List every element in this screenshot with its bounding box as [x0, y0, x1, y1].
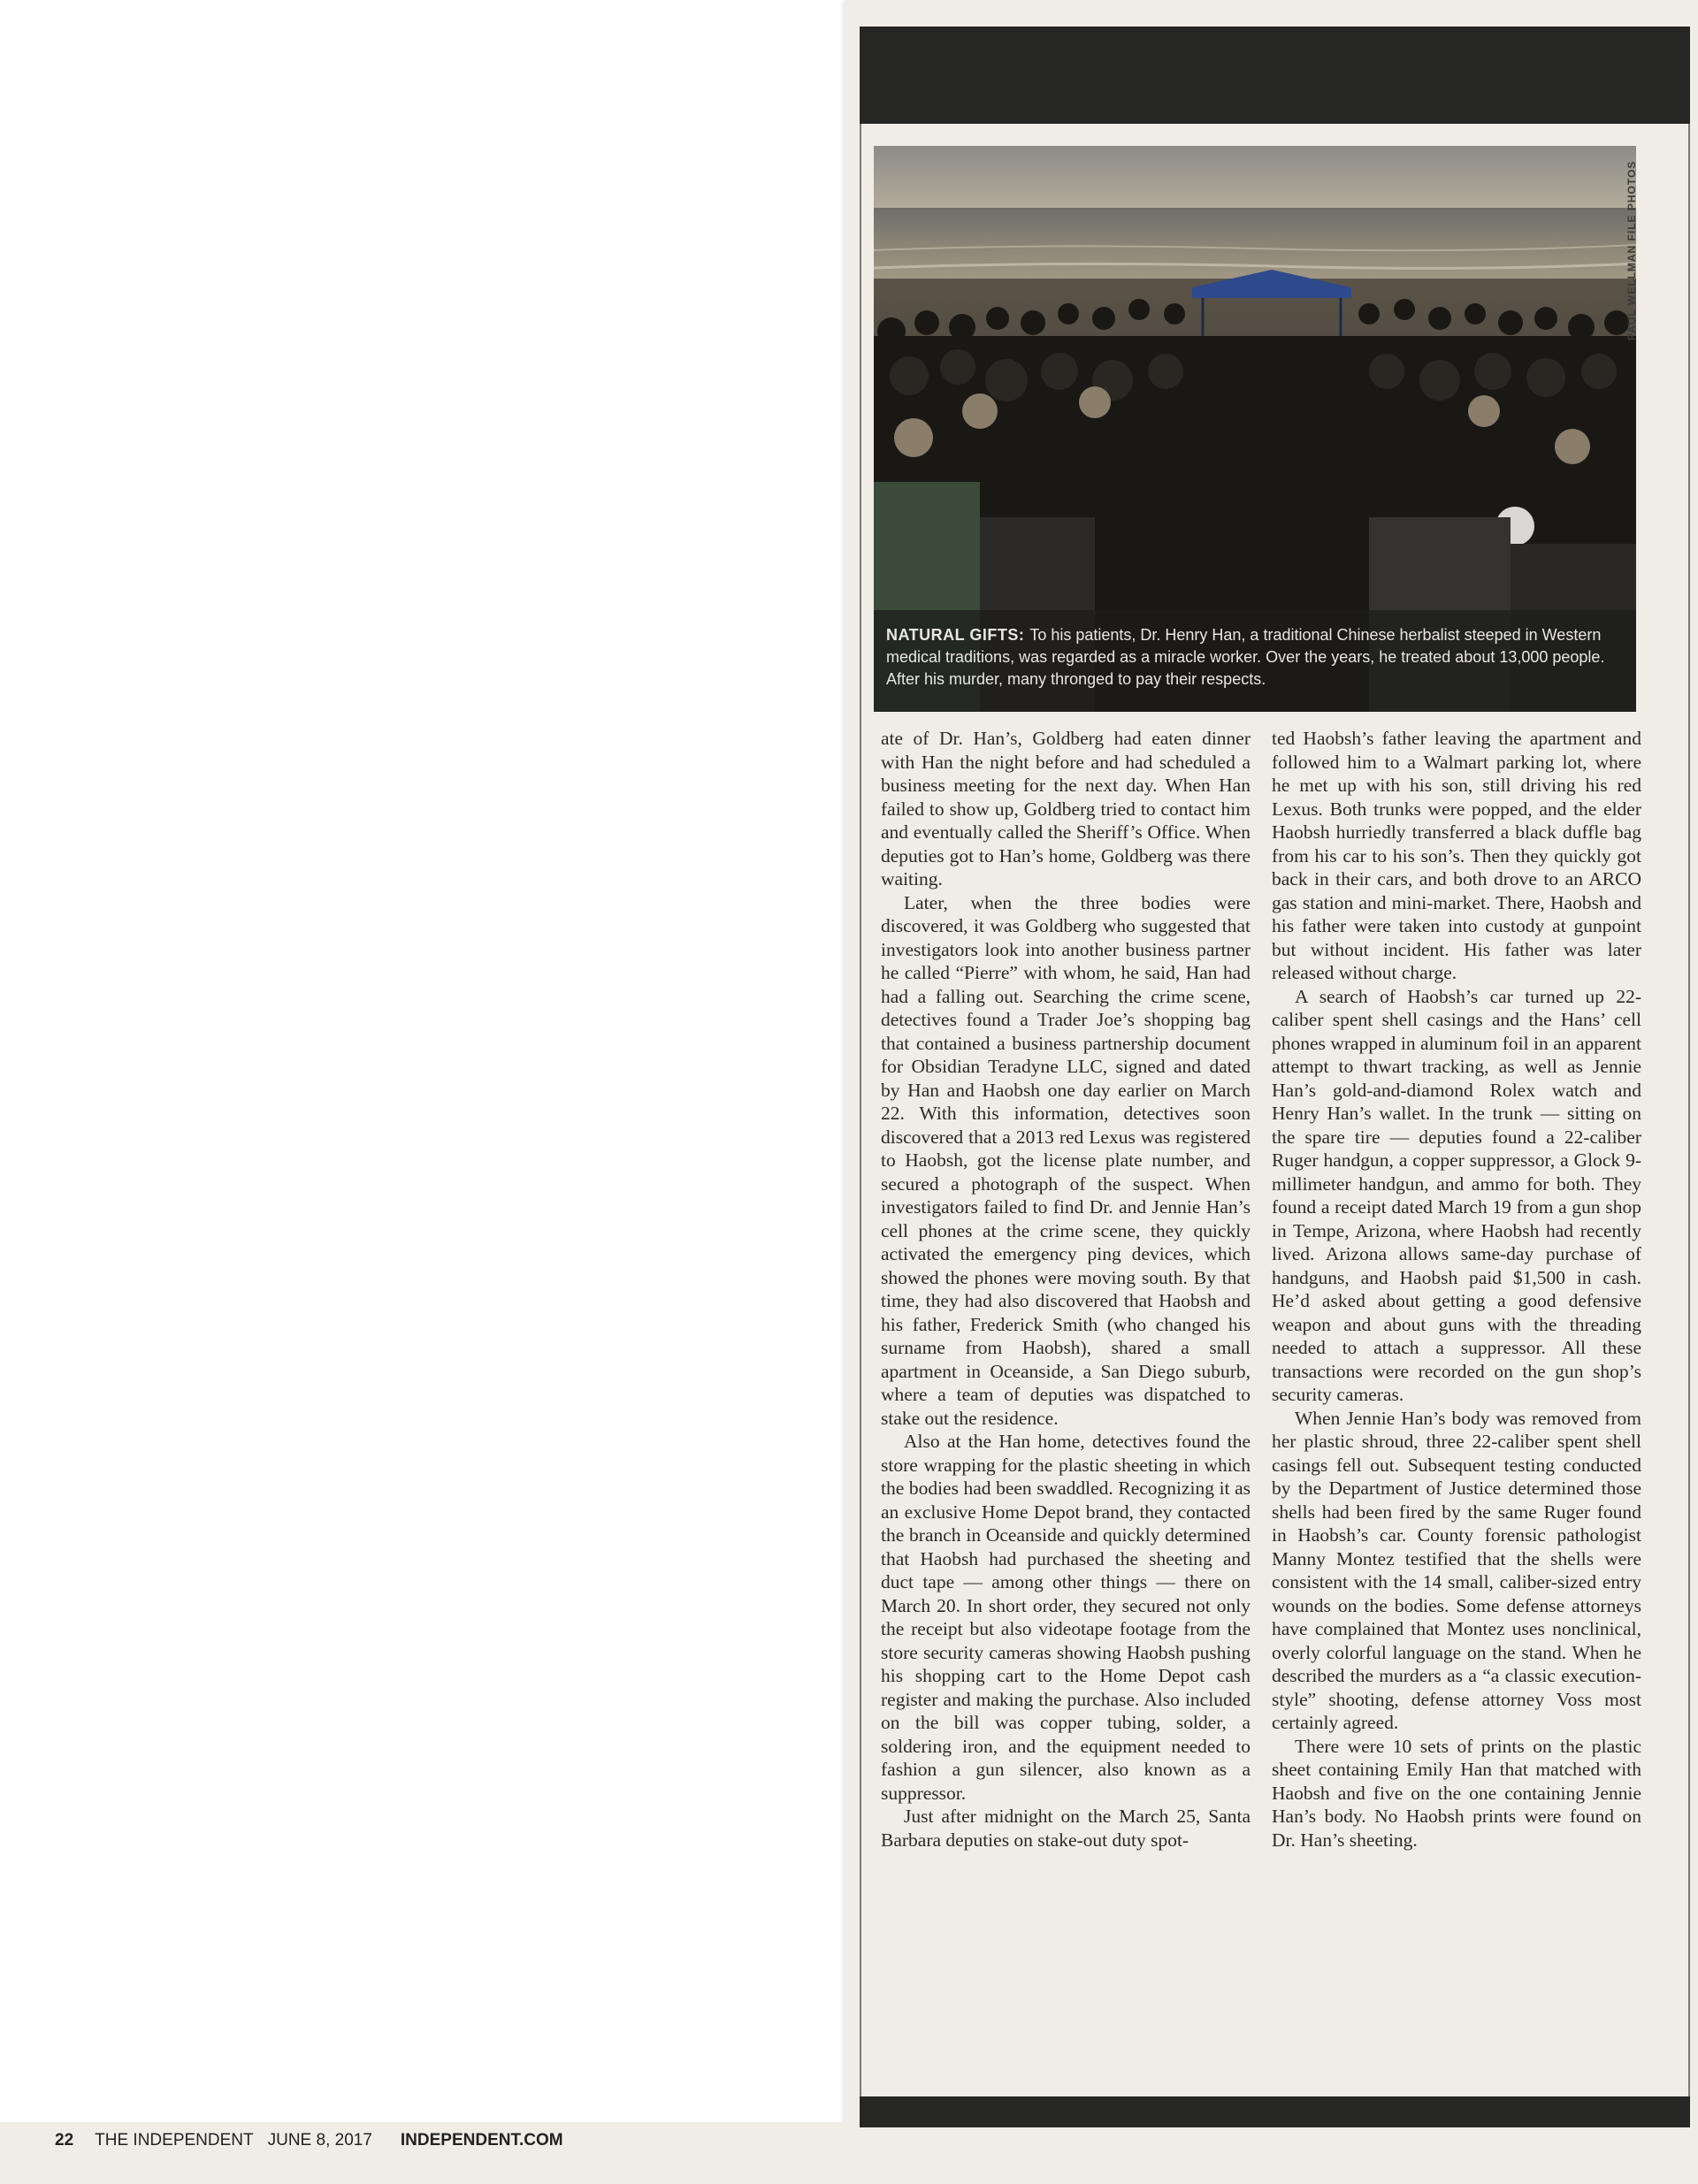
bottom-black-bar: [860, 2096, 1690, 2127]
article-paragraph: ate of Dr. Han’s, Goldberg had eaten dinner with Han the night before and had scheduled a business meeting for the next day. When Han failed to show up, Goldberg tried to contact him and eventually called the Sheriff’s Office. When deputies got to Han’s home, Goldberg was there waiting.: [881, 728, 1251, 890]
issue-date: JUNE 8, 2017: [267, 2131, 372, 2150]
article-paragraph: Just after midnight on the March 25, Santa Barbara deputies on stake-out duty spot-: [881, 1806, 1251, 1851]
photo-credit: PAUL WELLMAN FILE PHOTOS: [1625, 160, 1638, 340]
caption-text: To his patients, Dr. Henry Han, a traditional Chinese herbalist steeped in Western medical traditions, was regarded as a miracle worker. Over the years, he treated about 13,000 people. After his murder, many thronged to pay their respects.: [886, 626, 1605, 688]
article-paragraph: ted Haobsh’s father leaving the apartment and followed him to a Walmart parking lot, where he met up with his son, still driving his red Lexus. Both trunks were popped, and the elder Haobsh hurriedly transferred a black duffle bag from his car to his son’s. Then they quickly got back in their cars, and both drove to an ARCO gas station and mini-market. There, Haobsh and his father were taken into custody at gunpoint but without incident. His father was later released without charge.: [1272, 728, 1641, 983]
article-paragraph: There were 10 sets of prints on the plastic sheet containing Emily Han that matched with Haobsh and five on the one containing Jennie Han’s body. No Haobsh prints were found on Dr. Han’s sheeting.: [1272, 1735, 1641, 1851]
article-paragraph: Also at the Han home, detectives found the store wrapping for the plastic sheeting in which the bodies had been swaddled. Recognizing it as an exclusive Home Depot brand, they contacted the branch in Oceanside and quickly determined that Haobsh had purchased the sheeting and duct tape — among other things — there on March 20. In short order, they secured not only the receipt but also videotape footage from the store security cameras showing Haobsh pushing his shopping cart to the Home Depot cash register and making the purchase. Also included on the bill was copper tubing, solder, a soldering iron, and the equipment needed to fashion a gun silencer, also known as a suppressor.: [881, 1431, 1251, 1804]
page-footer: [55, 2131, 577, 2152]
article-paragraph: Later, when the three bodies were discovered, it was Goldberg who suggested that investigators look into another business partner he called “Pierre” with whom, he said, Han had had a falling out. Searching the crime scene, detectives found a Trader Joe’s shopping bag that contained a business partnership document for Obsidian Teradyne LLC, signed and dated by Han and Haobsh one day earlier on March 22. With this information, detectives soon discovered that a 2013 red Lexus was registered to Haobsh, got the license plate number, and secured a photograph of the suspect. When investigators failed to find Dr. and Jennie Han’s cell phones at the crime scene, they quickly activated the emergency ping devices, which showed the phones were moving south. By that time, they had also discovered that Haobsh and his father, Frederick Smith (who changed his surname from Haobsh), shared a small apartment in Oceanside, a San Diego suburb, where a team of deputies was dispatched to stake out the residence.: [881, 891, 1251, 1429]
website-link[interactable]: INDEPENDENT.COM: [400, 2131, 563, 2150]
caption-headline: NATURAL GIFTS:: [886, 626, 1025, 644]
article-paragraph: A search of Haobsh’s car turned up 22-caliber spent shell casings and the Hans’ cell phones wrapped in aluminum foil in an apparent attempt to thwart tracking, as well as Jennie Han’s gold-and-diamond Rolex watch and Henry Han’s wallet. In the trunk — sitting on the spare tire — deputies found a 22-caliber Ruger handgun, a copper suppressor, a Glock 9-millimeter handgun, and ammo for both. They found a receipt dated March 19 from a gun shop in Tempe, Arizona, where Haobsh had recently lived. Arizona allows same-day purchase of handguns, and Haobsh paid $1,500 in cash. He’d asked about getting a good defensive weapon and about guns with the threading needed to attach a suppressor. All these transactions were recorded on the gun shop’s security cameras.: [1272, 985, 1641, 1405]
article-column-left: [881, 727, 1251, 1852]
publication-name: THE INDEPENDENT: [95, 2131, 254, 2150]
page-number: 22: [55, 2131, 74, 2150]
article-column-right: [1272, 727, 1641, 1852]
photo-caption: [874, 610, 1636, 712]
top-black-bar: [860, 27, 1690, 124]
article-paragraph: When Jennie Han’s body was removed from her plastic shroud, three 22-caliber spent shell casings fell out. Subsequent testing conducted by the Department of Justice determined those shells had been fired by the same Ruger found in Haobsh’s car. County forensic pathologist Manny Montez testified that the shells were consistent with the 14 small, caliber-sized entry wounds on the bodies. Some defense attorneys have complained that Montez uses nonclinical, overly colorful language on the stand. When he described the murders as a “a classic execution-style” shooting, defense attorney Voss most certainly agreed.: [1272, 1407, 1641, 1733]
